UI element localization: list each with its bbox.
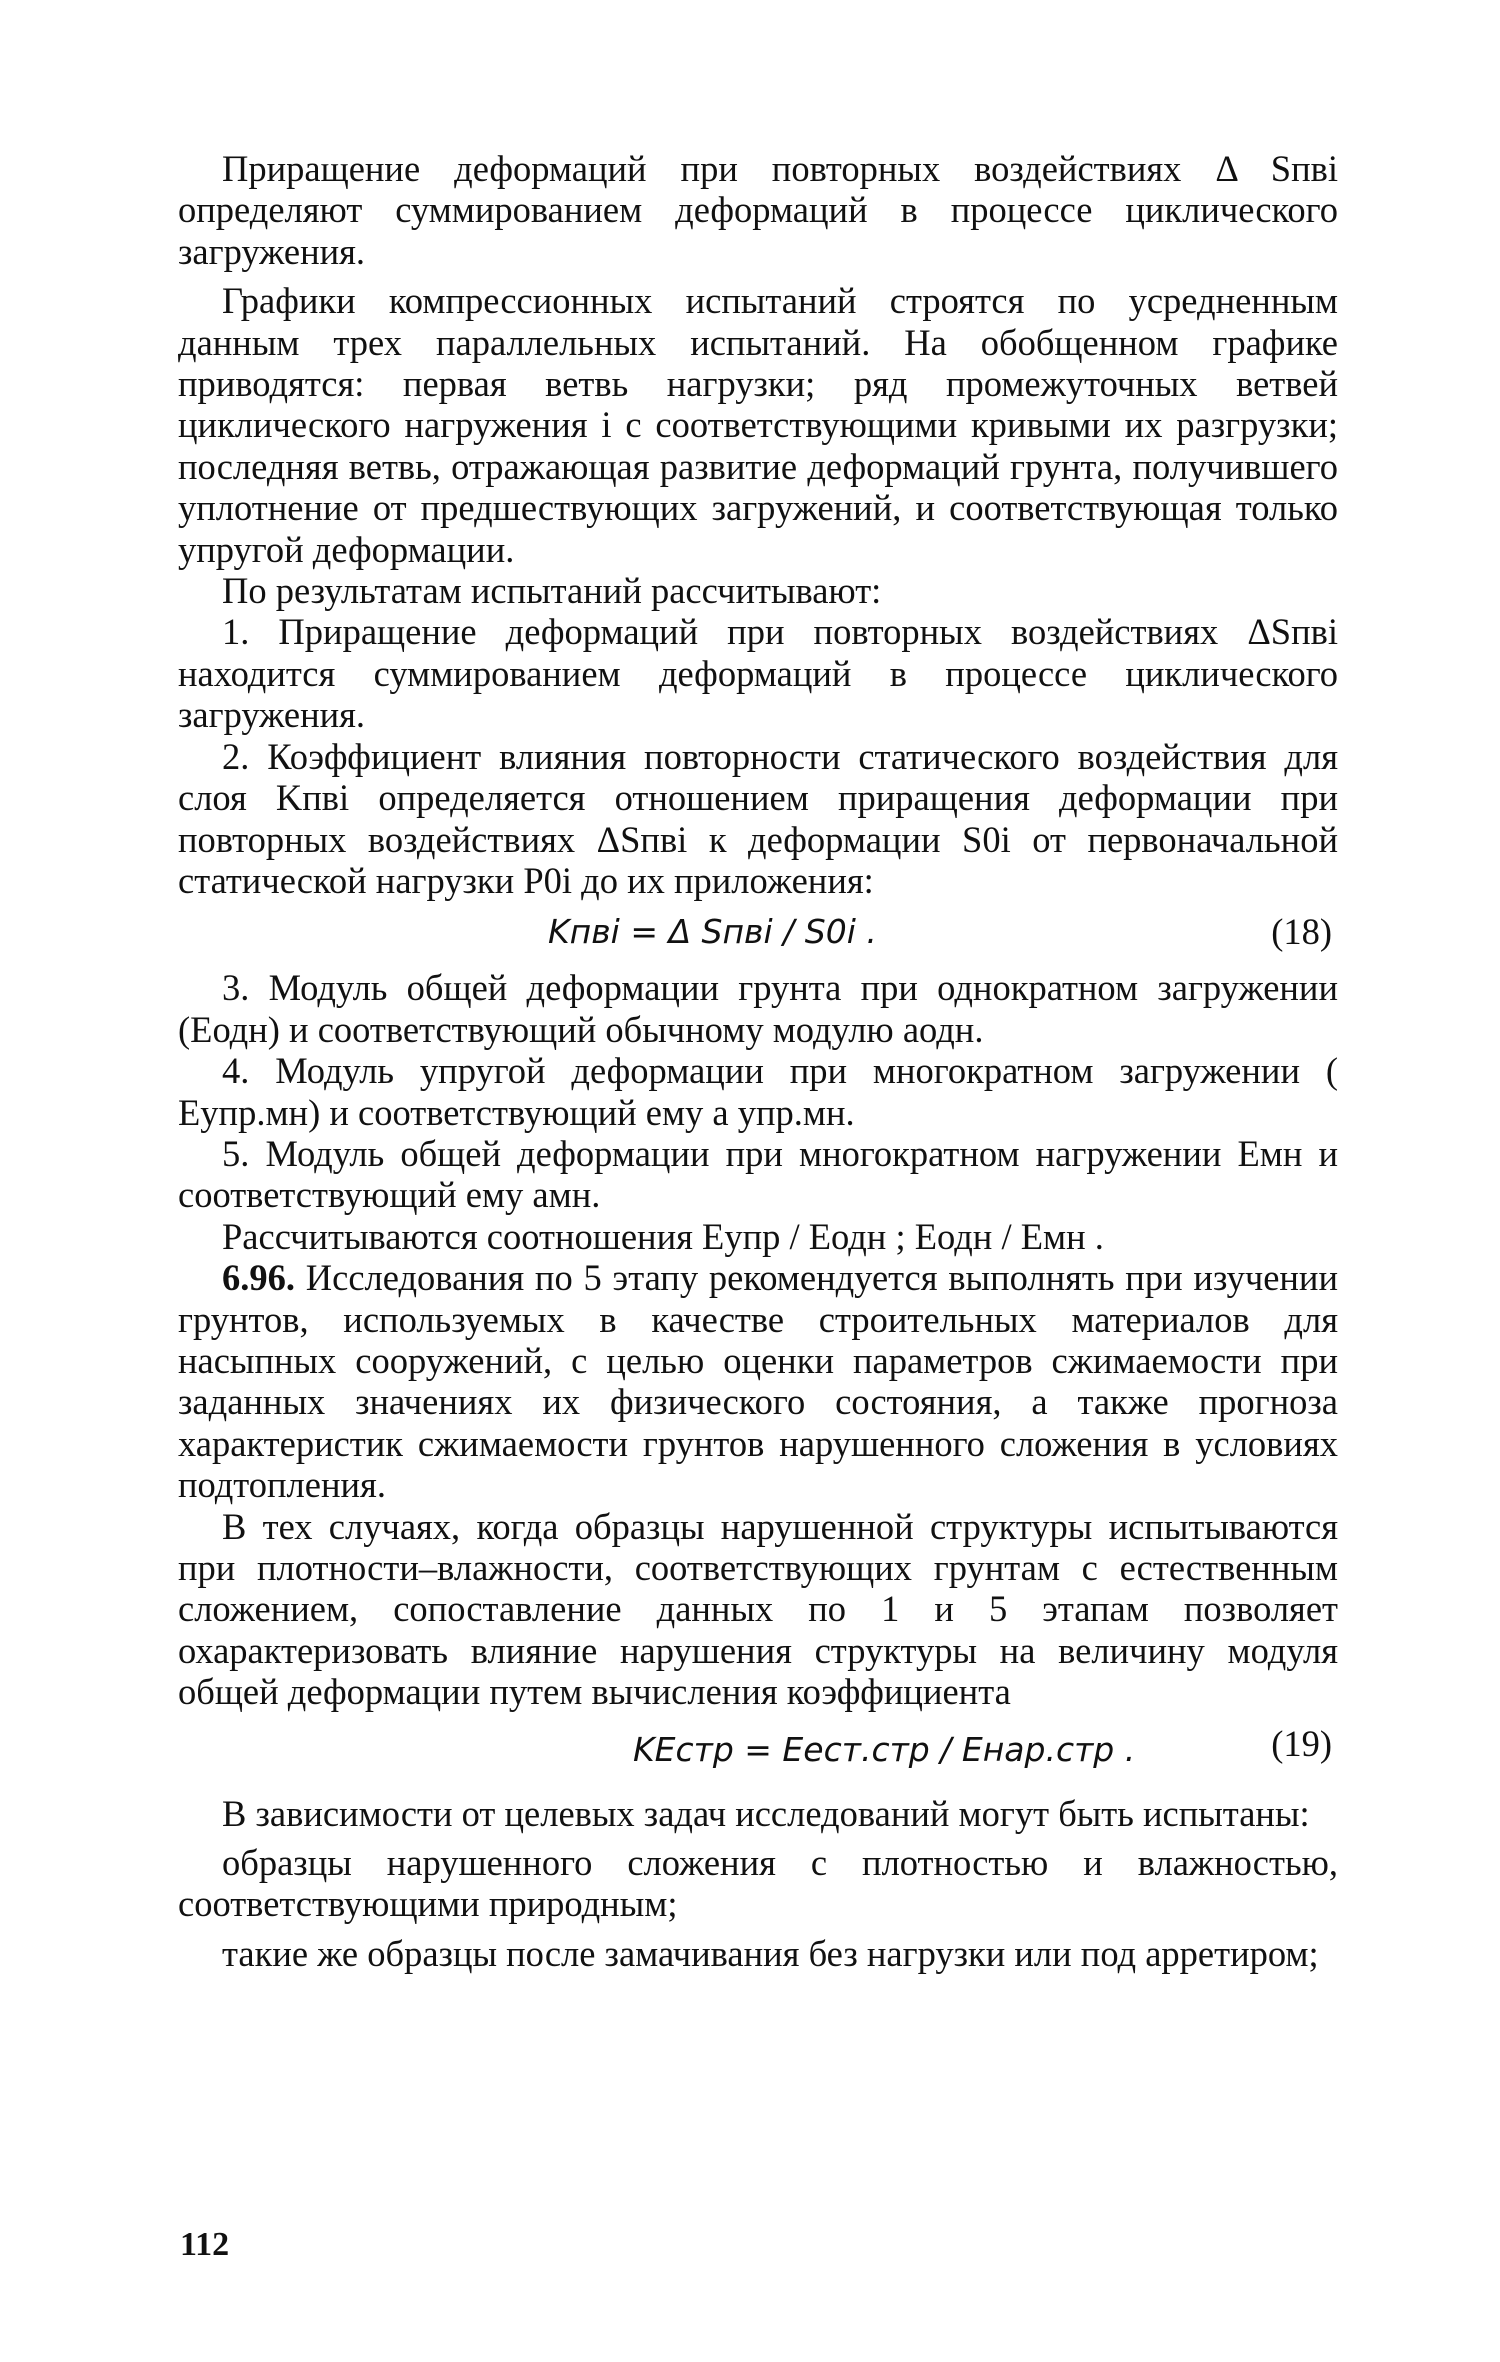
formula-18: Kпвi = Δ Sпвi / S0i . [548,912,877,952]
equation-number-18: (18) [1271,911,1332,953]
section-paragraph [178,1257,1338,1505]
section-number: 6.96. [222,1257,295,1299]
list-item: 4. Модуль упругой деформации при многократном загружении ( Eупр.мн) и соответствующий ему a упр.мн. [178,1050,1338,1133]
paragraph: В зависимости от целевых задач исследований могут быть испытаны: [222,1792,1310,1834]
paragraph: такие же образцы после замачивания без нагрузки или под арретиром; [222,1932,1319,1974]
list-item: 1. Приращение деформаций при повторных воздействиях ΔSпвi находится суммированием деформаций в процессе циклического загружения. [178,611,1338,736]
paragraph: Рассчитываются соотношения Eупр / Eодн ; Eодн / Eмн . [222,1215,1104,1257]
paragraph: По результатам испытаний рассчитывают: [222,570,882,612]
formula-18-line [178,903,1338,959]
formula-19: KEстр = Eест.стр / Eнар.стр . [633,1729,1136,1769]
list-item: 5. Модуль общей деформации при многократном нагружении Eмн и соответствующий ему aмн. [178,1132,1338,1216]
section-text: Исследования по 5 этапу рекомендуется выполнять при изучении грунтов, используемых в качестве строительных материалов для насыпных сооружений, с целью оценки параметров сжимаемости при заданных значениях их физического состояния, а также прогноза характеристик сжимаемости грунтов нарушенного сложения в условиях подтопления. [178,1257,1338,1506]
formula-19-line [178,1715,1338,1785]
paragraph: Приращение деформаций при повторных воздействиях Δ Sпвi определяют суммированием деформаций в процессе циклического загружения. [178,148,1338,272]
paragraph: В тех случаях, когда образцы нарушенной структуры испытываются при плотности–влажности, соответствующих грунтам с естественным сложением, сопоставление данных по 1 и 5 этапам позволяет охарактеризовать влияние нарушения структуры на величину модуля общей деформации путем вычисления коэффициента [178,1505,1338,1713]
body-text [178,148,1338,1974]
list-item: 2. Коэффициент влияния повторности статического воздействия для слоя Kпвi определяется отношением приращения деформации при повторных воздействиях ΔSпвi к деформации S0i от первоначальной статической нагрузки P0i до их приложения: [178,735,1338,901]
equation-number-19: (19) [1271,1722,1332,1764]
paragraph: образцы нарушенного сложения с плотностью и влажностью, соответствующими природным; [178,1842,1338,1925]
list-item: 3. Модуль общей деформации грунта при однократном загружении (Eодн) и соответствующий обычному модулю aодн. [178,967,1338,1050]
paragraph: Графики компрессионных испытаний строятся по усредненным данным трех параллельных испытаний. На обобщенном графике приводятся: первая ветвь нагрузки; ряд промежуточных ветвей циклического нагружения i с соответствующими кривыми их разгрузки; последняя ветвь, отражающая развитие деформаций грунта, получившего уплотнение от предшествующих загружений, и соответствующая только упругой деформации. [178,280,1338,570]
page-number: 112 [180,2226,230,2263]
